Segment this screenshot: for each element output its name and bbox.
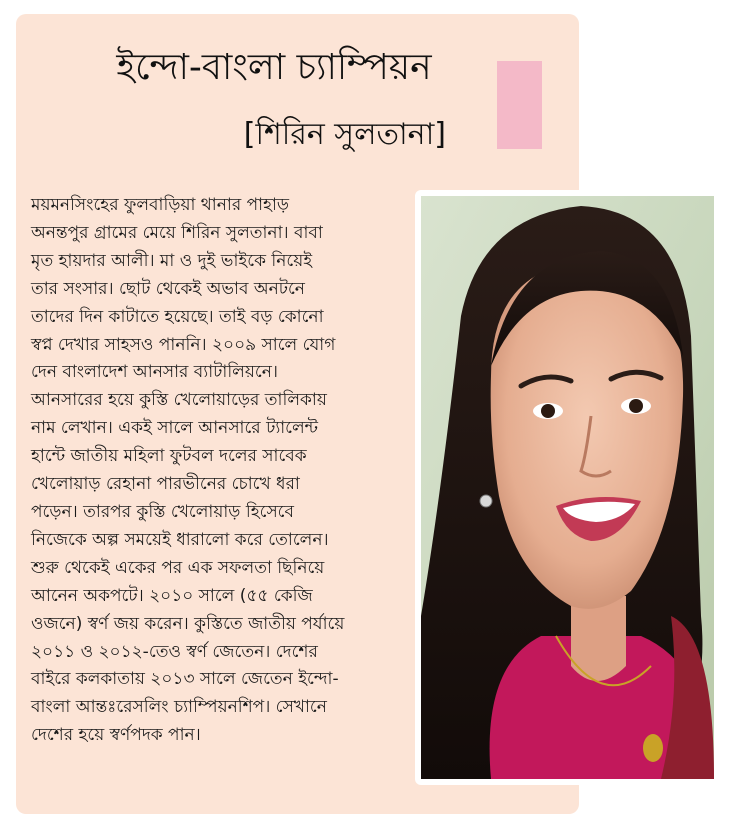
body-line: ওজনে) স্বর্ণ জয় করেন। কুস্তিতে জাতীয় পর্যায়ে bbox=[31, 613, 345, 634]
body-line: আনেন অকপটে। ২০১০ সালে (৫৫ কেজি bbox=[31, 585, 313, 606]
article-subtitle: [শিরিন সুলতানা] bbox=[243, 117, 446, 152]
article-body bbox=[31, 192, 401, 750]
article-title: ইন্দো-বাংলা চ্যাম্পিয়ন bbox=[116, 47, 432, 88]
accent-block bbox=[497, 61, 542, 149]
body-line: নিজেকে অল্প সময়েই ধারালো করে তোলেন। bbox=[31, 529, 329, 550]
body-line: দেশের হয়ে স্বর্ণপদক পান। bbox=[31, 725, 201, 746]
body-line: খেলোয়াড় রেহানা পারভীনের চোখে ধরা bbox=[31, 474, 300, 495]
body-line: আনসারের হয়ে কুস্তি খেলোয়াড়ের তালিকায় bbox=[31, 390, 327, 411]
body-line: পড়েন। তারপর কুস্তি খেলোয়াড় হিসেবে bbox=[31, 501, 294, 522]
portrait-frame bbox=[415, 190, 720, 785]
body-line: বাংলা আন্তঃরেসলিং চ্যাম্পিয়নশিপ। সেখানে bbox=[31, 697, 327, 718]
body-line: মৃত হায়দার আলী। মা ও দুই ভাইকে নিয়েই bbox=[31, 250, 313, 271]
body-line: শুরু থেকেই একের পর এক সফলতা ছিনিয়ে bbox=[31, 557, 325, 578]
body-line: ময়মনসিংহের ফুলবাড়িয়া থানার পাহাড় bbox=[31, 195, 290, 215]
body-line: তাদের দিন কাটাতে হয়েছে। তাই বড় কোনো bbox=[31, 306, 324, 327]
body-line: দেন বাংলাদেশ আনসার ব্যাটালিয়নে। bbox=[31, 362, 278, 383]
body-line: তার সংসার। ছোট থেকেই অভাব অনটনে bbox=[31, 278, 305, 299]
body-line: অনন্তপুর গ্রামের মেয়ে শিরিন সুলতানা। বাবা bbox=[31, 222, 323, 243]
body-line: বাইরে কলকাতায় ২০১৩ সালে জেতেন ইন্দো- bbox=[31, 669, 339, 690]
body-line: ২০১১ ও ২০১২-তেও স্বর্ণ জেতেন। দেশের bbox=[31, 641, 318, 662]
body-line: নাম লেখান। একই সালে আনসারে ট্যালেন্ট bbox=[31, 418, 319, 439]
portrait-photo bbox=[421, 196, 714, 779]
body-line: হান্টে জাতীয় মহিলা ফুটবল দলের সাবেক bbox=[31, 446, 307, 467]
body-line: স্বপ্ন দেখার সাহসও পাননি। ২০০৯ সালে যোগ bbox=[31, 334, 336, 355]
